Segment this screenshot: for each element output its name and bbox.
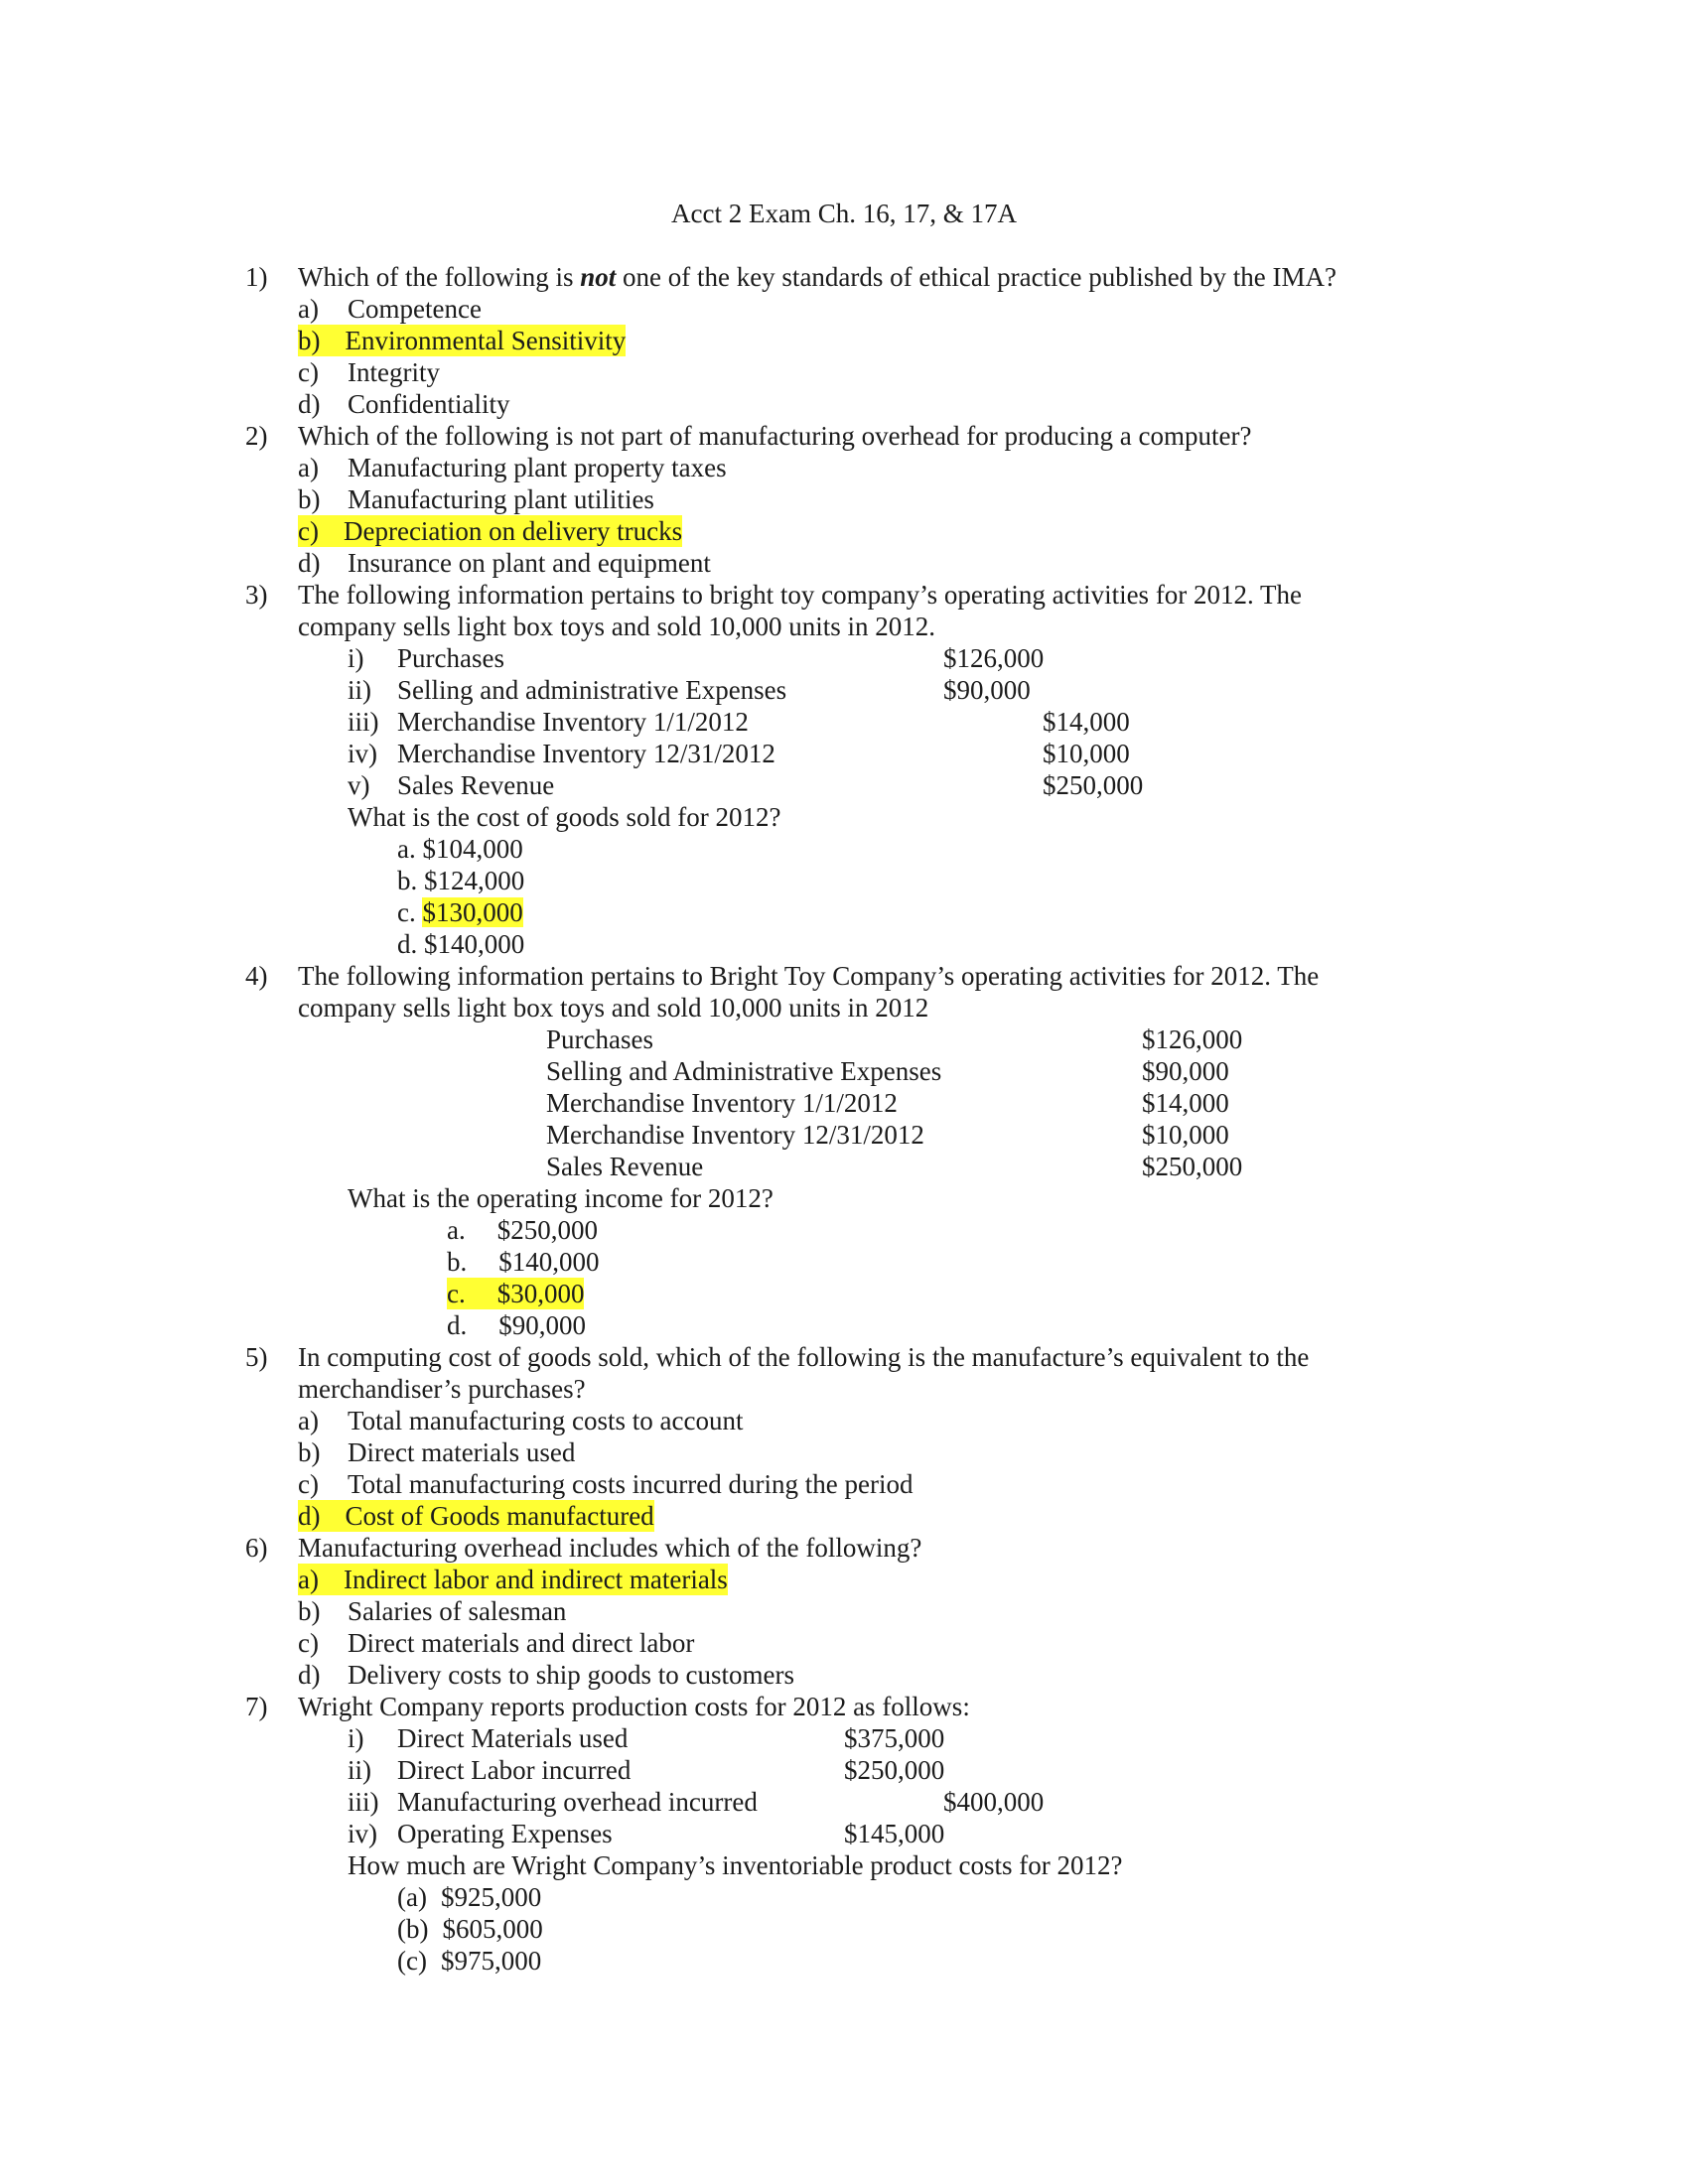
question-stem: Which of the following is not part of manufacturing overhead for producing a computer?	[298, 421, 1252, 451]
sub-question: What is the cost of goods sold for 2012?	[348, 802, 781, 832]
item-text: Manufacturing overhead incurred	[397, 1787, 758, 1817]
question-number: 6)	[245, 1533, 268, 1563]
page-title: Acct 2 Exam Ch. 16, 17, & 17A	[671, 199, 1017, 228]
item-text: Merchandise Inventory 12/31/2012	[397, 739, 775, 768]
question-stem: company sells light box toys and sold 10,000 units in 2012.	[298, 612, 935, 641]
item-label: i)	[348, 1723, 364, 1753]
answer-option: b. $140,000	[447, 1247, 600, 1277]
answer-option: d) Confidentiality	[298, 389, 510, 419]
item-amount: $90,000	[1142, 1056, 1229, 1086]
answer-option-highlighted: a) Indirect labor and indirect materials	[298, 1565, 728, 1594]
item-label: ii)	[348, 675, 371, 705]
answer-highlight: $130,000	[422, 897, 523, 927]
item-text: Direct Labor incurred	[397, 1755, 632, 1785]
item-amount: $90,000	[943, 675, 1031, 705]
item-amount: $14,000	[1043, 707, 1130, 737]
answer-option: d) Delivery costs to ship goods to customers	[298, 1660, 794, 1690]
answer-option: b. $124,000	[397, 866, 525, 895]
item-amount: $375,000	[844, 1723, 945, 1753]
answer-option: a. $104,000	[397, 834, 523, 864]
sub-question: How much are Wright Company’s inventoriable product costs for 2012?	[348, 1850, 1123, 1880]
answer-option: b) Direct materials used	[298, 1437, 576, 1467]
answer-option: b) Salaries of salesman	[298, 1596, 567, 1626]
item-label: ii)	[348, 1755, 371, 1785]
item-amount: $250,000	[1043, 770, 1144, 800]
item-text: Selling and Administrative Expenses	[546, 1056, 942, 1086]
sub-question: What is the operating income for 2012?	[348, 1183, 774, 1213]
item-text: Merchandise Inventory 1/1/2012	[397, 707, 749, 737]
item-label: iv)	[348, 739, 377, 768]
item-text: Merchandise Inventory 1/1/2012	[546, 1088, 898, 1118]
item-amount: $250,000	[1142, 1152, 1243, 1181]
question-stem: Wright Company reports production costs for 2012 as follows:	[298, 1692, 970, 1721]
item-label: iii)	[348, 1787, 379, 1817]
answer-option: (c) $975,000	[397, 1946, 542, 1976]
item-amount: $10,000	[1142, 1120, 1229, 1150]
question-stem: In computing cost of goods sold, which of the following is the manufacture’s equivalent to the	[298, 1342, 1310, 1372]
answer-option: c) Total manufacturing costs incurred during the period	[298, 1469, 914, 1499]
answer-option-highlighted: c. $30,000	[447, 1279, 585, 1308]
answer-option: d) Insurance on plant and equipment	[298, 548, 711, 578]
item-amount: $10,000	[1043, 739, 1130, 768]
answer-option-highlighted: d) Cost of Goods manufactured	[298, 1501, 654, 1531]
item-amount: $126,000	[1142, 1024, 1243, 1054]
answer-option: c. $130,000	[397, 897, 523, 927]
answer-option: a) Competence	[298, 294, 482, 324]
answer-option-highlighted: c) Depreciation on delivery trucks	[298, 516, 683, 546]
question-number: 2)	[245, 421, 268, 451]
answer-option: d. $140,000	[397, 929, 525, 959]
question-number: 3)	[245, 580, 268, 610]
question-stem: Manufacturing overhead includes which of the following?	[298, 1533, 922, 1563]
item-text: Sales Revenue	[546, 1152, 704, 1181]
question-number: 4)	[245, 961, 268, 991]
question-stem: The following information pertains to bright toy company’s operating activities for 2012. The	[298, 580, 1303, 610]
answer-option: c) Direct materials and direct labor	[298, 1628, 695, 1658]
item-amount: $145,000	[844, 1819, 945, 1848]
answer-option: a. $250,000	[447, 1215, 598, 1245]
question-number: 7)	[245, 1692, 268, 1721]
item-text: Direct Materials used	[397, 1723, 629, 1753]
question-stem: The following information pertains to Bright Toy Company’s operating activities for 2012. The	[298, 961, 1320, 991]
item-text: Merchandise Inventory 12/31/2012	[546, 1120, 924, 1150]
question-stem: company sells light box toys and sold 10,000 units in 2012	[298, 993, 929, 1023]
item-amount: $400,000	[943, 1787, 1045, 1817]
item-amount: $250,000	[844, 1755, 945, 1785]
item-text: Selling and administrative Expenses	[397, 675, 787, 705]
answer-option: b) Manufacturing plant utilities	[298, 484, 654, 514]
question-stem: merchandiser’s purchases?	[298, 1374, 586, 1404]
answer-option: a) Total manufacturing costs to account	[298, 1406, 744, 1435]
item-text: Purchases	[546, 1024, 653, 1054]
item-label: i)	[348, 643, 364, 673]
answer-option: a) Manufacturing plant property taxes	[298, 453, 727, 482]
item-amount: $14,000	[1142, 1088, 1229, 1118]
answer-option: d. $90,000	[447, 1310, 586, 1340]
item-label: iv)	[348, 1819, 377, 1848]
question-number: 1)	[245, 262, 268, 292]
answer-option-highlighted: b) Environmental Sensitivity	[298, 326, 627, 355]
item-text: Purchases	[397, 643, 504, 673]
item-label: iii)	[348, 707, 379, 737]
question-stem: Which of the following is not one of the key standards of ethical practice published by the IMA?	[298, 262, 1336, 292]
item-label: v)	[348, 770, 370, 800]
item-amount: $126,000	[943, 643, 1045, 673]
item-text: Operating Expenses	[397, 1819, 613, 1848]
answer-option: (a) $925,000	[397, 1882, 542, 1912]
question-number: 5)	[245, 1342, 268, 1372]
answer-option: c) Integrity	[298, 357, 440, 387]
item-text: Sales Revenue	[397, 770, 555, 800]
answer-option: (b) $605,000	[397, 1914, 543, 1944]
